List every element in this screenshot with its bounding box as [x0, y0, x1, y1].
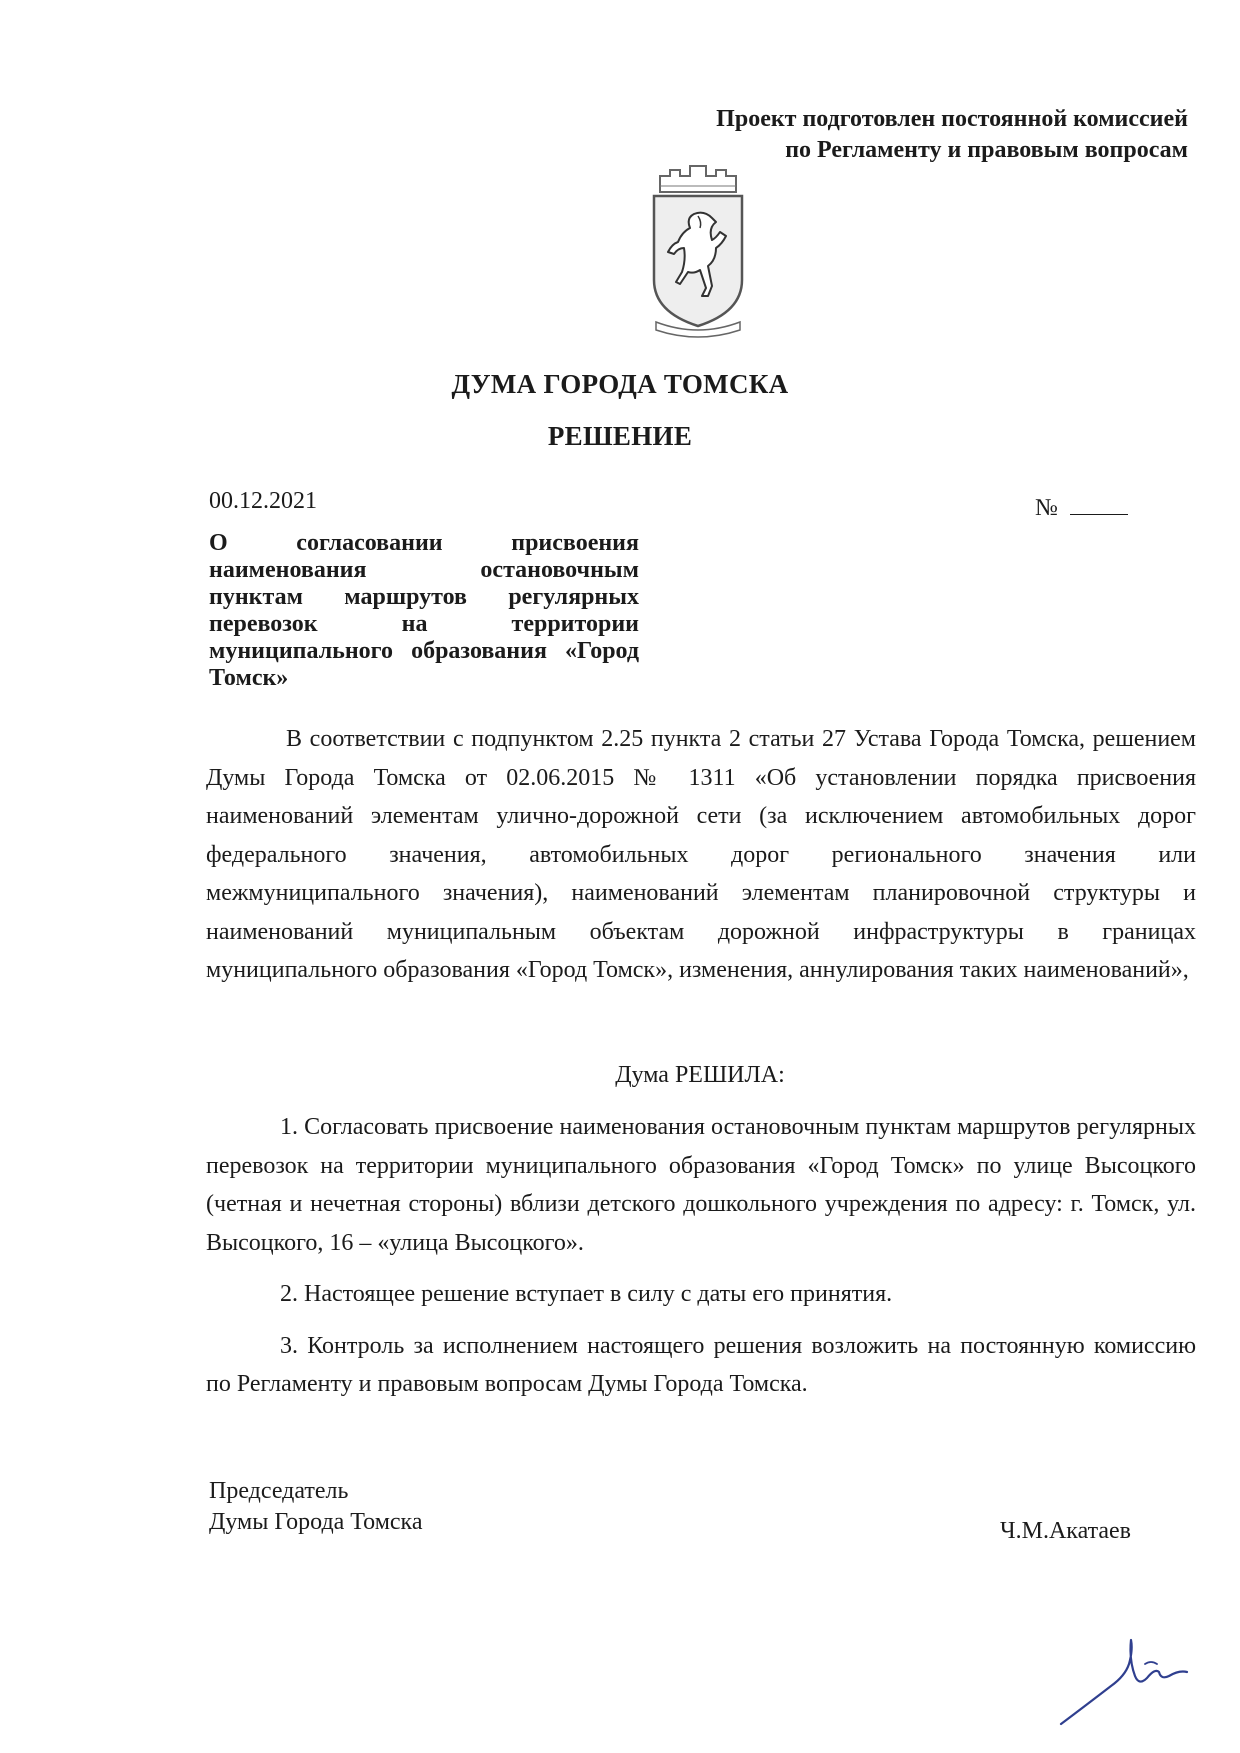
number-blank-line: [1070, 494, 1128, 515]
decision-list: [206, 1108, 1196, 1417]
decided-heading: Дума РЕШИЛА:: [615, 1062, 785, 1088]
subject-line-1: О согласовании присвоения: [209, 530, 639, 556]
decision-item-3: 3. Контроль за исполнением настоящего решения возложить на постоянную комиссию по Регламенту и правовым вопросам Думы Города Томска.: [206, 1332, 1196, 1397]
signatory-title-line-1: Председатель: [209, 1478, 349, 1504]
signatory-name: Ч.М.Акатаев: [1000, 1518, 1132, 1544]
project-prepared-note: [716, 104, 1188, 166]
subject-line-3: пунктам маршрутов регулярных: [209, 584, 639, 610]
document-subject: [209, 530, 639, 692]
handwritten-signature: [1055, 1620, 1205, 1730]
decision-item-2: 2. Настоящее решение вступает в силу с даты его принятия.: [280, 1281, 893, 1307]
subject-line-6: Томск»: [209, 665, 289, 691]
signatory-title: [209, 1476, 423, 1538]
decision-item-1: 1. Согласовать присвоение наименования остановочным пунктам маршрутов регулярных перевозок на территории муниципального образования «Город Томск» по улице Высоцкого (четная и нечетная стороны) вблизи детского дошкольного учреждения по адресу: г. Томск, ул. Высоцкого, 16 – «улица Высоцкого».: [206, 1114, 1196, 1256]
tomsk-coat-of-arms-icon: [642, 162, 754, 342]
document-type: РЕШЕНИЕ: [547, 421, 693, 451]
project-note-line-1: Проект подготовлен постоянной комиссией: [716, 106, 1188, 132]
subject-line-2: наименования остановочным: [209, 557, 639, 583]
project-note-line-2: по Регламенту и правовым вопросам: [785, 137, 1188, 163]
preamble-paragraph: В соответствии с подпунктом 2.25 пункта 2 статьи 27 Устава Города Томска, решением Думы Города Томска от 02.06.2015 № 1311 «Об установлении порядка присвоения наименований элементам улично-дорожной сети (за исключением автомобильных дорог федерального значения, автомобильных дорог регионального значения или межмуниципального значения), наименований элементам планировочной структуры и наименований муниципальным объектам дорожной инфраструктуры в границах муниципального образования «Город Томск», изменения, аннулирования таких наименований»,: [206, 726, 1196, 983]
subject-line-4: перевозок на территории: [209, 611, 639, 637]
document-number: [1035, 494, 1128, 522]
document-date: 00.12.2021: [209, 488, 317, 514]
signatory-title-line-2: Думы Города Томска: [209, 1509, 423, 1535]
number-label: №: [1035, 495, 1058, 521]
organization-name: ДУМА ГОРОДА ТОМСКА: [451, 369, 789, 399]
subject-line-5: муниципального образования «Город: [209, 638, 639, 664]
